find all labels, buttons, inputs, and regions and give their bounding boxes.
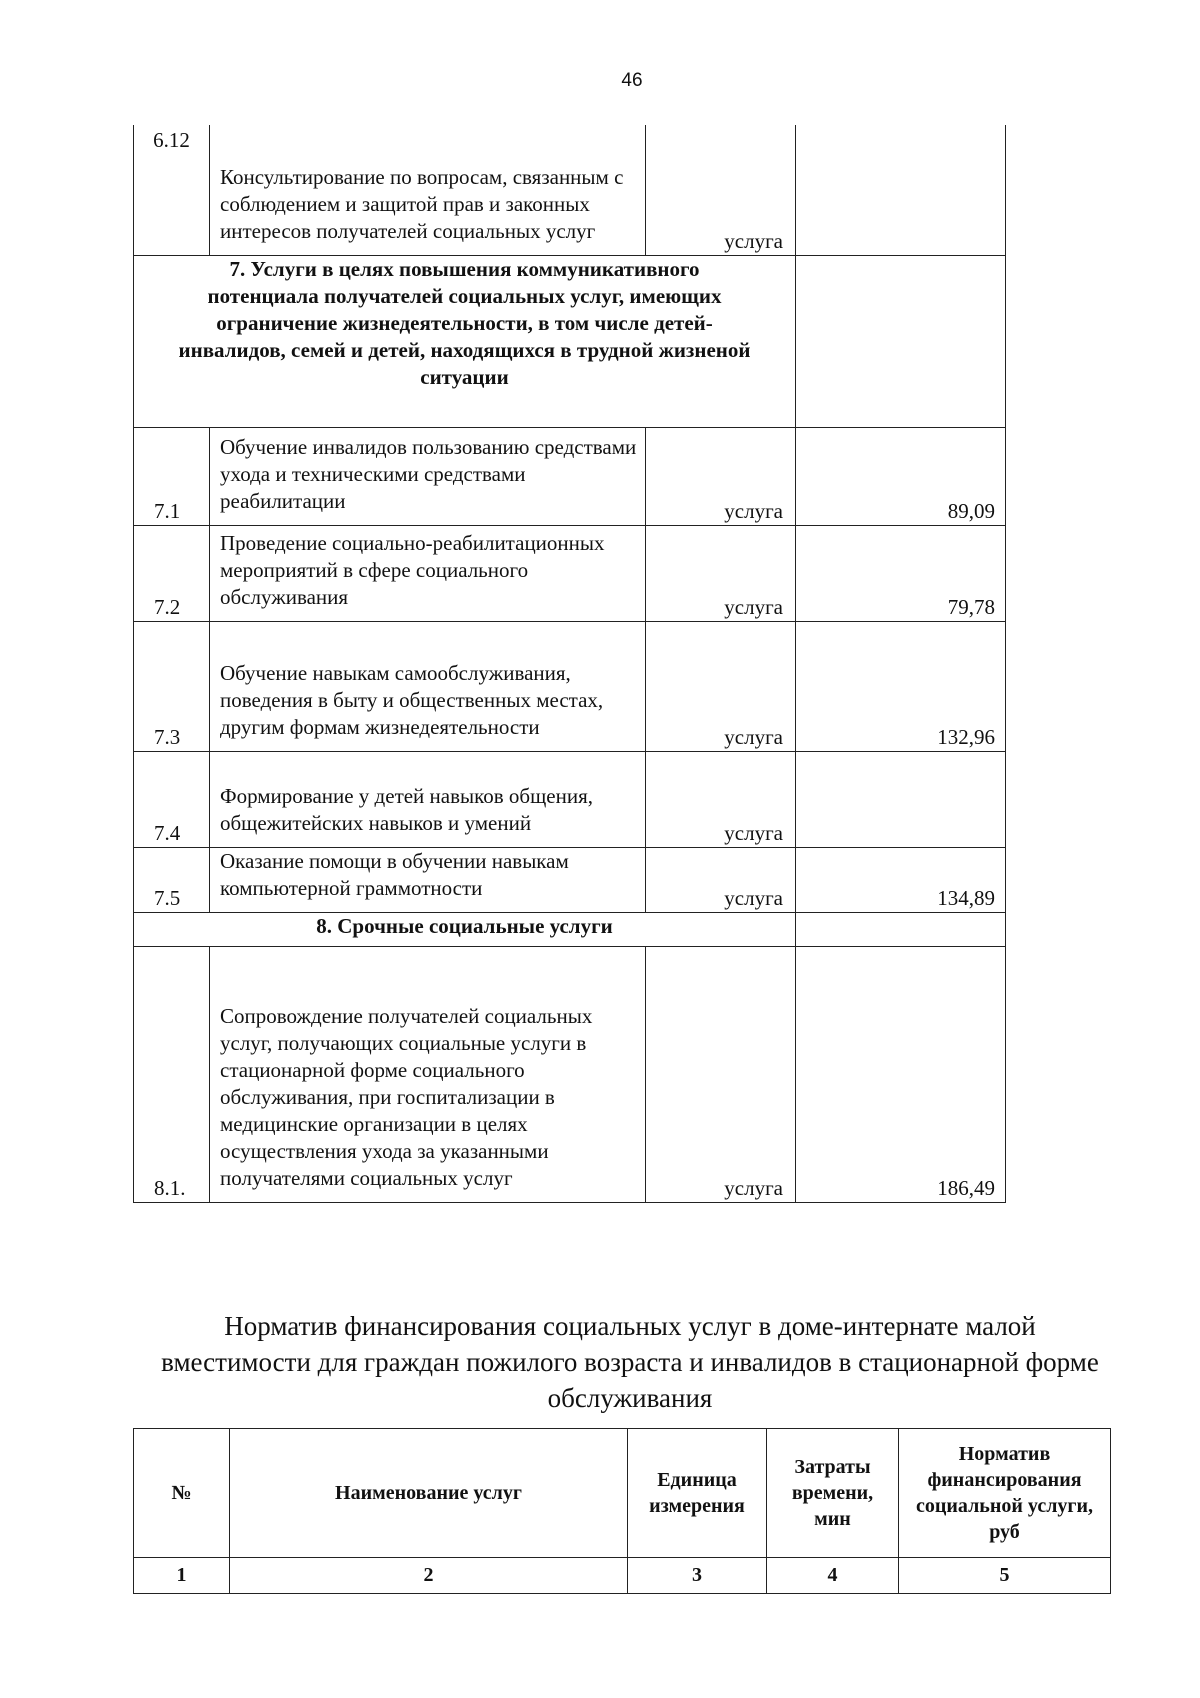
services-table [133,125,1006,1203]
price-cell: 132,96 [796,621,1006,751]
service-name: Обучение навыкам самообслуживания, поведения в быту и общественных местах, другим формам жизнедеятельности [210,621,646,751]
header-row [134,1429,1111,1558]
table-row [134,751,1006,847]
table-row [134,621,1006,751]
row-number: 7.5 [134,847,210,912]
norm-heading: Норматив финансирования социальных услуг в доме-интернате малой вместимости для граждан пожилого возраста и инвалидов в стационарной форме обслуживания [161,1311,1099,1413]
service-name: Обучение инвалидов пользованию средствами ухода и техническими средствами реабилитации [210,427,646,525]
column-number: 2 [230,1558,628,1594]
row-number: 7.1 [134,427,210,525]
column-number: 3 [628,1558,767,1594]
service-name: Формирование у детей навыков общения, общежитейских навыков и умений [210,751,646,847]
unit-cell: услуга [646,751,796,847]
service-name: Сопровождение получателей социальных услуг, получающих социальные услуги в стационарной форме социального обслуживания, при госпитализации в медицинские организации в целях осуществления ухода за указанными получателями социальных услуг [210,946,646,1202]
page-number: 46 [621,70,643,91]
row-number: 6.12 [134,125,210,255]
col-header-time: Затраты времени, мин [767,1429,899,1558]
col-header-name: Наименование услуг [230,1429,628,1558]
row-number: 7.4 [134,751,210,847]
unit-cell: услуга [646,621,796,751]
column-number: 5 [899,1558,1111,1594]
price-cell [796,125,1006,255]
service-name: Оказание помощи в обучении навыкам компьютерной граммотности [210,847,646,912]
unit-cell: услуга [646,847,796,912]
price-cell: 89,09 [796,427,1006,525]
service-name: Консультирование по вопросам, связанным с соблюдением и защитой прав и законных интересов получателей социальных услуг [210,125,646,255]
service-name: Проведение социально-реабилитационных мероприятий в сфере социального обслуживания [210,525,646,621]
col-header-norm: Норматив финансирования социальной услуги, руб [899,1429,1111,1558]
table-row [134,525,1006,621]
unit-cell: услуга [646,125,796,255]
section-title: 7. Услуги в целях повышения коммуникативного потенциала получателей социальных услуг, имеющих ограничение жизнедеятельности, в том числе детей-инвалидов, семей и детей, находящихся в трудной жизненой ситуации [134,255,796,427]
col-header-unit: Единица измерения [628,1429,767,1558]
col-header-number: № [134,1429,230,1558]
table-row [134,427,1006,525]
price-cell: 186,49 [796,946,1006,1202]
section-title: 8. Срочные социальные услуги [134,912,796,946]
column-number: 4 [767,1558,899,1594]
unit-cell: услуга [646,946,796,1202]
price-cell: 79,78 [796,525,1006,621]
unit-cell: услуга [646,427,796,525]
empty-cell [796,255,1006,427]
section-row [134,255,1006,427]
unit-cell: услуга [646,525,796,621]
norm-table [133,1428,1111,1594]
empty-cell [796,912,1006,946]
row-number: 8.1. [134,946,210,1202]
column-number-row [134,1558,1111,1594]
section-row [134,912,1006,946]
table-row [134,847,1006,912]
price-cell: 134,89 [796,847,1006,912]
table-row [134,946,1006,1202]
row-number: 7.3 [134,621,210,751]
price-cell [796,751,1006,847]
column-number: 1 [134,1558,230,1594]
table-row [134,125,1006,255]
row-number: 7.2 [134,525,210,621]
